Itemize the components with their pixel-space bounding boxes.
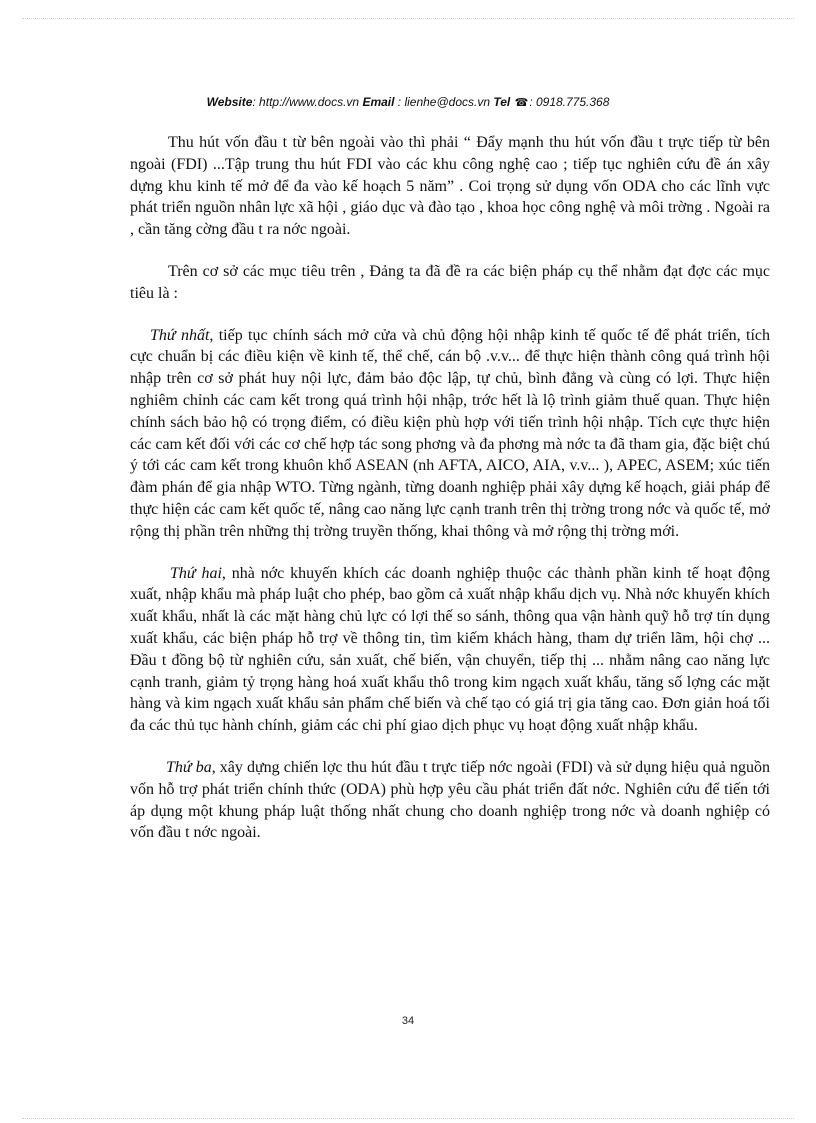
tel-label: Tel: [493, 95, 511, 109]
website-link[interactable]: : http://www.docs.vn: [252, 95, 363, 109]
paragraph-lead: Thứ hai: [170, 564, 222, 582]
document-body: [130, 132, 770, 864]
page-bottom-border: [22, 1118, 794, 1119]
tel-value: : 0918.775.368: [529, 95, 610, 109]
phone-icon: ☎: [514, 97, 529, 109]
paragraph-lead: Thứ ba: [166, 758, 212, 776]
page-top-border: [22, 18, 794, 19]
paragraph-1: [130, 132, 770, 241]
paragraph-text: , nhà nớc khuyến khích các doanh nghiệp thuộc các thành phần kinh tế hoạt động xuất, nhập khẩu mà pháp luật cho phép, bao gồm cả xuất nhập khẩu dịch vụ. Nhà nớc khuyến khích xuất khẩu, nhất là các mặt hàng chủ lực có lợi thế so sánh, thông qua vận hành quỹ hỗ trợ tín dụng xuất khẩu, các biện pháp hỗ trợ về thông tin, tìm kiếm khách hàng, tham dự triển lãm, hội chợ ... Đầu t đồng bộ từ nghiên cứu, sản xuất, chế biến, vận chuyển, tiếp thị ... nhằm nâng cao năng lực cạnh tranh, giảm tỷ trọng hàng hoá xuất khẩu thô trong kim ngạch xuất khẩu, tăng số lợng các mặt hàng và kim ngạch xuất khẩu sản phẩm chế biến và chế tạo có giá trị gia tăng cao. Đơn giản hoá tối đa các thủ tục hành chính, giảm các chi phí giao dịch phục vụ hoạt động xuất nhập khẩu.: [130, 564, 770, 735]
page-header: [0, 95, 816, 109]
paragraph-2: [130, 261, 770, 305]
paragraph-4: [130, 563, 770, 737]
paragraph-text: Thu hút vốn đầu t từ bên ngoài vào thì phải “ Đẩy mạnh thu hút vốn đầu t trực tiếp từ bên ngoài (FDI) ...Tập trung thu hút FDI vào các khu công nghệ cao ; tiếp tục nghiên cứu đề án xây dựng khu kinh tế mở để đa vào kế hoạch 5 năm” . Coi trọng sử dụng vốn ODA cho các lĩnh vực phát triển nguồn nhân lực xã hội , giáo dục và đào tạo , khoa học công nghệ và môi trờng . Ngoài ra , cần tăng cờng đầu t ra nớc ngoài.: [130, 134, 770, 239]
paragraph-5: [130, 757, 770, 844]
paragraph-lead: Thứ nhất: [150, 326, 210, 344]
page-number: 34: [401, 1015, 415, 1027]
email-label: Email: [362, 95, 395, 109]
website-label: Website: [206, 95, 253, 109]
paragraph-3: [130, 325, 770, 543]
email-link[interactable]: : lienhe@docs.vn: [394, 95, 494, 109]
paragraph-text: , tiếp tục chính sách mở cửa và chủ động hội nhập kinh tế quốc tế để phát triển, tích cực chuẩn bị các điều kiện về kinh tế, thể chế, cán bộ .v.v... để thực hiện thành công quá trình hội nhập trên cơ sở phát huy nội lực, đảm bảo độc lập, tự chủ, bình đẳng và cùng có lợi. Thực hiện nghiêm chỉnh các cam kết trong quá trình hội nhập, trớc hết là lộ trình giảm thuế quan. Thực hiện chính sách bảo hộ có trọng điểm, có điều kiện phù hợp với tiến trình hội nhập. Tích cực thực hiện các cam kết đối với các cơ chế hợp tác song phơng và đa phơng mà nớc ta đã tham gia, đặc biệt chú ý tới các cam kết trong khuôn khổ ASEAN (nh AFTA, AICO, AIA, v.v... ), APEC, ASEM; xúc tiến đàm phán để gia nhập WTO. Từng ngành, từng doanh nghiệp phải xây dựng kế hoạch, giải pháp để thực hiện các cam kết quốc tế, nâng cao năng lực cạnh tranh trên thị trờng trong nớc và quốc tế, mở rộng thị phần trên những thị trờng truyền thống, khai thông và mở rộng thị trờng mới.: [130, 326, 770, 540]
paragraph-text: , xây dựng chiến lợc thu hút đầu t trực tiếp nớc ngoài (FDI) và sử dụng hiệu quả nguồn vốn hỗ trợ phát triển chính thức (ODA) phù hợp yêu cầu phát triển đất nớc. Nghiên cứu để tiến tới áp dụng một khung pháp luật thống nhất chung cho doanh nghiệp trong nớc và doanh nghiệp có vốn đầu t nớc ngoài.: [130, 758, 770, 842]
paragraph-text: Trên cơ sở các mục tiêu trên , Đảng ta đã đề ra các biện pháp cụ thể nhằm đạt đợc các mục tiêu là :: [130, 262, 770, 302]
